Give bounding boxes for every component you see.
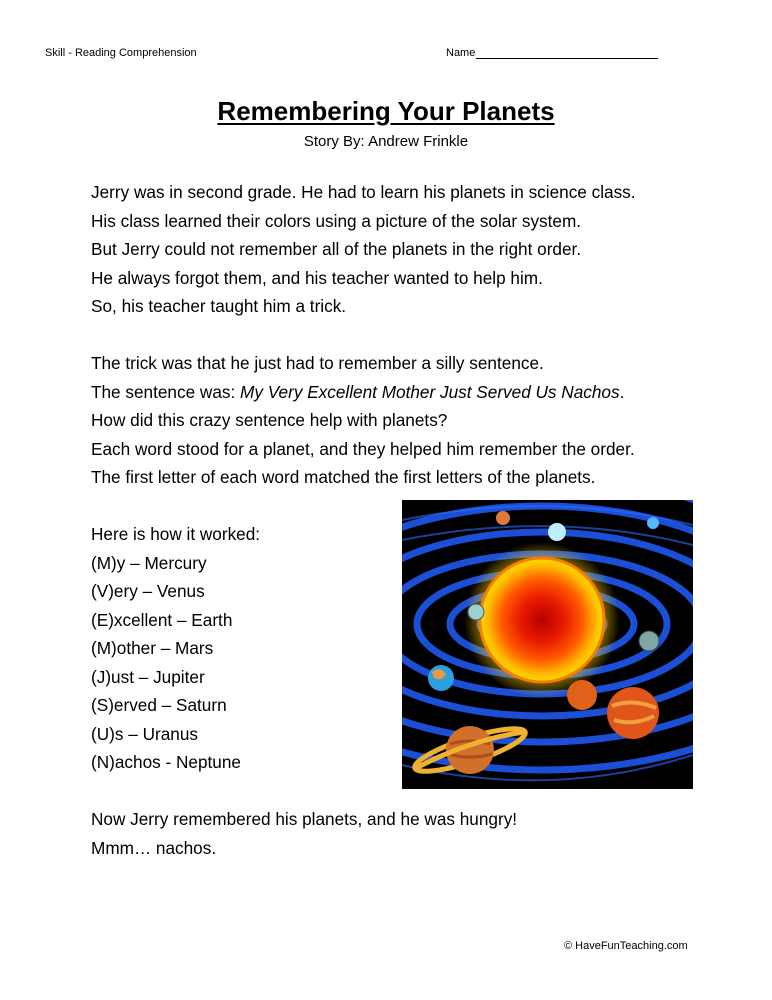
story-line: He always forgot them, and his teacher wanted to help him. [91,267,543,288]
story-line: But Jerry could not remember all of the planets in the right order. [91,239,582,259]
story-line: The sentence was: My Very Excellent Mother Just Served Us Nachos. [91,381,625,402]
name-blank-line [476,47,658,59]
solar-system-illustration [402,500,693,789]
list-item: (M)y – Mercury [91,552,207,573]
byline: Story By: Andrew Frinkle [303,133,469,150]
story-line: The first letter of each word matched the first letters of the planets. [91,467,596,487]
copyright-footer: © HaveFunTeaching.com [564,940,688,952]
closing-line: Mmm… nachos. [91,837,217,858]
story-line: So, his teacher taught him a trick. [91,296,347,316]
story-line: The trick was that he just had to remember a silly sentence. [91,353,544,373]
list-item: (U)s – Uranus [91,723,198,744]
list-item: (V)ery – Venus [91,581,205,601]
name-label: Name [446,47,476,59]
mnemonic-sentence: My Very Excellent Mother Just Served Us Nachos [240,381,620,402]
story-line: Jerry was in second grade. He had to learn his planets in science class. [91,182,636,202]
list-intro: Here is how it worked: [91,524,261,544]
page-title: Remembering Your Planets [217,96,555,126]
name-field [446,47,658,59]
story-line: His class learned their colors using a picture of the solar system. [91,210,582,231]
list-item: (J)ust – Jupiter [91,666,205,687]
story-line: How did this crazy sentence help with planets? [91,410,448,430]
list-item: (M)other – Mars [91,638,214,658]
list-item: (S)erved – Saturn [91,695,227,715]
solar-system-icon [402,500,693,789]
list-item: (E)xcellent – Earth [91,609,233,630]
list-item: (N)achos - Neptune [91,752,241,772]
skill-label: Skill - Reading Comprehension [45,47,197,59]
closing-line: Now Jerry remembered his planets, and he was hungry! [91,809,518,829]
story-line: Each word stood for a planet, and they helped him remember the order. [91,438,635,459]
